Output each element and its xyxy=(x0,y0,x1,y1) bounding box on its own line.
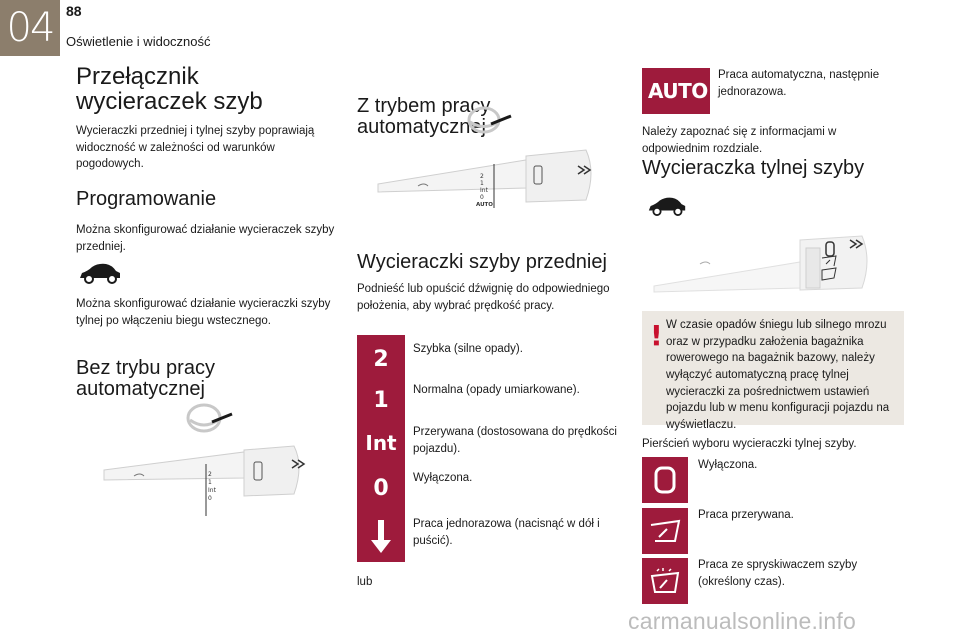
auto-stalk-label-auto: AUTO xyxy=(476,202,493,208)
warning-icon: ! xyxy=(650,319,663,352)
rear-washer-text: Praca ze spryskiwaczem szyby (określony czas). xyxy=(698,559,858,588)
auto-mode-text: Praca automatyczna, następnie jednorazowa. xyxy=(718,69,880,98)
rear-wiper-stalk-illustration xyxy=(650,226,880,306)
wiper-stalk-auto-illustration xyxy=(368,104,608,214)
chapter-number: 04 xyxy=(0,0,60,56)
stalk-label-int: Int xyxy=(208,487,216,494)
warning-box xyxy=(642,311,904,432)
auto-stalk-label-0: 0 xyxy=(480,194,484,201)
page-title: Przełącznik wycieraczek szyb xyxy=(76,63,263,116)
auto-heading: Z trybem pracy automatycznej xyxy=(357,95,491,138)
programming-heading: Programowanie xyxy=(76,188,217,210)
rear-off-icon xyxy=(654,466,676,494)
down-arrow-icon xyxy=(370,520,392,554)
stalk-label-2: 2 xyxy=(208,471,212,478)
section-title: Oświetlenie i widoczność xyxy=(66,34,211,49)
steering-wheel-icon xyxy=(188,405,232,431)
warning-text: W czasie opadów śniegu lub silnego mrozu oraz w przypadku założenia bagażnika rowerowego na bagażnik bazowy, należy wyłączyć automatyczną pracę tylnej wycieraczki za pośrednictwem ustawień pojazdu lub w menu konfiguracji pojazdu na wyświetlaczu. xyxy=(666,319,890,432)
ring-caption: Pierścień wyboru wycieraczki tylnej szyby. xyxy=(642,438,857,450)
or-text: lub xyxy=(357,576,373,588)
auto-note-text: Należy zapoznać się z informacjami w odpowiednim rozdziale. xyxy=(642,126,837,155)
intro-text: Wycieraczki przedniej i tylnej szyby poprawiają widoczność w zależności od warunków pogodowych. xyxy=(76,125,315,171)
mode-2-icon: 2 xyxy=(357,335,405,383)
mode-1-text: Normalna (opady umiarkowane). xyxy=(413,384,580,396)
mode-0-text: Wyłączona. xyxy=(413,472,473,484)
single-wipe-icon xyxy=(357,512,405,562)
stalk-label-0: 0 xyxy=(208,495,212,502)
rear-intermittent-icon xyxy=(649,519,681,543)
auto-stalk-label-1: 1 xyxy=(480,180,484,187)
programming-text: Można skonfigurować działanie wycieraczek szyby przedniej. xyxy=(76,224,335,253)
mode-int-text: Przerywana (dostosowana do prędkości pojazdu). xyxy=(413,426,617,455)
no-auto-heading: Bez trybu pracy automatycznej xyxy=(76,357,215,400)
front-wiper-intro: Podnieść lub opuścić dźwignię do odpowiedniego położenia, aby wybrać prędkość pracy. xyxy=(357,283,610,312)
single-wipe-text: Praca jednorazowa (nacisnąć w dół i puścić). xyxy=(413,518,600,547)
rear-washer-icon xyxy=(649,568,681,594)
rear-wiper-heading: Wycieraczka tylnej szyby xyxy=(642,157,865,179)
mode-2-text: Szybka (silne opady). xyxy=(413,343,523,355)
watermark: carmanualsonline.info xyxy=(628,608,856,634)
rear-intermittent-mode-icon xyxy=(642,508,688,554)
car-icon-rear xyxy=(646,196,688,216)
rear-washer-mode-icon xyxy=(642,558,688,604)
mode-1-icon: 1 xyxy=(357,376,405,424)
mode-int-icon: Int xyxy=(357,419,405,467)
car-icon xyxy=(78,262,122,284)
mode-0-icon: 0 xyxy=(357,464,405,512)
auto-stalk-label-2: 2 xyxy=(480,173,484,180)
stalk-label-1: 1 xyxy=(208,479,212,486)
rear-config-text: Można skonfigurować działanie wycieraczki szyby tylnej po włączeniu biegu wstecznego. xyxy=(76,298,331,327)
auto-mode-label: AUTO xyxy=(648,79,708,103)
front-wiper-heading: Wycieraczki szyby przedniej xyxy=(357,251,607,273)
rear-intermittent-text: Praca przerywana. xyxy=(698,509,794,521)
steering-wheel-icon-auto xyxy=(469,108,511,132)
wiper-stalk-illustration xyxy=(94,400,324,530)
auto-mode-icon xyxy=(642,68,710,114)
page-number: 88 xyxy=(66,3,82,19)
rear-off-mode-icon xyxy=(642,457,688,503)
auto-stalk-label-int: Int xyxy=(480,187,488,194)
rear-off-text: Wyłączona. xyxy=(698,459,758,471)
